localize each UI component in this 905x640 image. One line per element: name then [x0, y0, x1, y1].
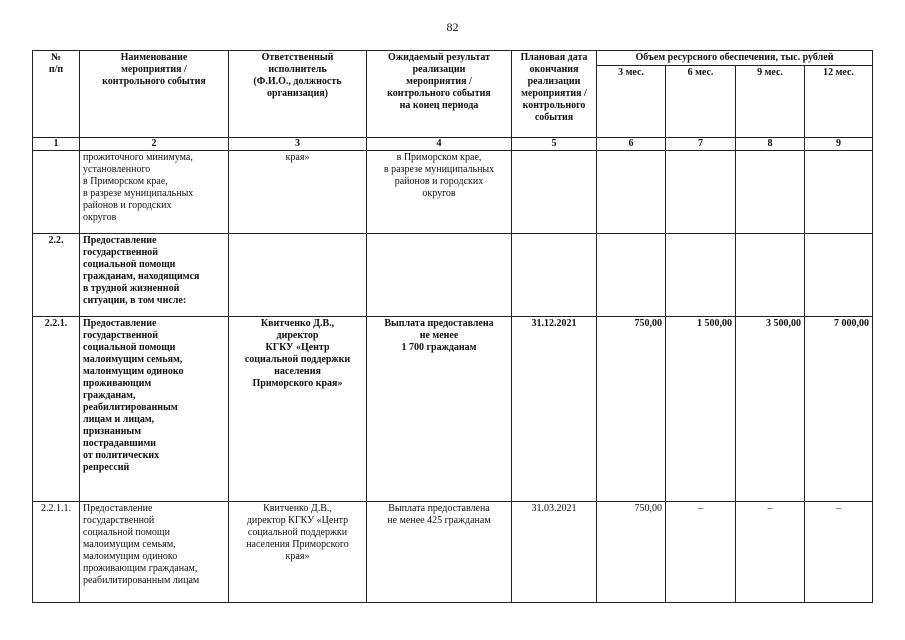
- col-index-cell: 4: [367, 138, 512, 151]
- table-row: [33, 151, 873, 234]
- row-name: Предоставление государственной социальной помощи малоимущим семьям, малоимущим одиноко проживающим гражданам, реабилитированным лицам и лицам, признанным пострадавшими от политических репрессий: [80, 317, 229, 502]
- table-row: [33, 234, 873, 317]
- row-m3: 750,00: [597, 317, 666, 502]
- row-responsible: Квитченко Д.В., директор КГКУ «Центр социальной поддержки населения Приморского края»: [229, 317, 367, 502]
- header-result: Ожидаемый результат реализации мероприятия / контрольного события на конец периода: [367, 51, 512, 138]
- row-result: [367, 234, 512, 317]
- row-name: Предоставление государственной социальной помощи малоимущим семьям, малоимущим одиноко проживающим гражданам, реабилитированным лицам: [80, 502, 229, 603]
- row-num: 2.2.1.1.: [33, 502, 80, 603]
- row-name: прожиточного минимума, установленного в Приморском крае, в разрезе муниципальных районов и городских округов: [80, 151, 229, 234]
- header-name: Наименование мероприятия / контрольного события: [80, 51, 229, 138]
- row-date: 31.12.2021: [512, 317, 597, 502]
- row-num: 2.2.: [33, 234, 80, 317]
- col-index-cell: 1: [33, 138, 80, 151]
- col-index-cell: 5: [512, 138, 597, 151]
- row-m6: [666, 234, 736, 317]
- row-result: Выплата предоставлена не менее 1 700 гражданам: [367, 317, 512, 502]
- row-m6: –: [666, 502, 736, 603]
- row-responsible: Квитченко Д.В., директор КГКУ «Центр социальной поддержки населения Приморского края»: [229, 502, 367, 603]
- row-m3: [597, 151, 666, 234]
- row-m9: 3 500,00: [736, 317, 805, 502]
- col-index-cell: 2: [80, 138, 229, 151]
- col-index-cell: 6: [597, 138, 666, 151]
- header-m9: 9 мес.: [736, 66, 805, 138]
- header-m12: 12 мес.: [805, 66, 873, 138]
- row-result: в Приморском крае, в разрезе муниципальных районов и городских округов: [367, 151, 512, 234]
- activity-plan-table: [32, 50, 873, 603]
- row-result: Выплата предоставлена не менее 425 гражданам: [367, 502, 512, 603]
- row-m12: [805, 234, 873, 317]
- row-m9: –: [736, 502, 805, 603]
- row-m12: [805, 151, 873, 234]
- col-index-cell: 8: [736, 138, 805, 151]
- table-row: [33, 502, 873, 603]
- row-m3: [597, 234, 666, 317]
- row-name: Предоставление государственной социальной помощи гражданам, находящимся в трудной жизненной ситуации, в том числе:: [80, 234, 229, 317]
- row-date: 31.03.2021: [512, 502, 597, 603]
- row-m3: 750,00: [597, 502, 666, 603]
- row-m9: [736, 151, 805, 234]
- row-m12: 7 000,00: [805, 317, 873, 502]
- row-m12: –: [805, 502, 873, 603]
- row-num: [33, 151, 80, 234]
- header-m6: 6 мес.: [666, 66, 736, 138]
- table-row: [33, 317, 873, 502]
- col-index-cell: 7: [666, 138, 736, 151]
- page-number: 82: [446, 20, 459, 34]
- header-row-1: [33, 51, 873, 66]
- row-m9: [736, 234, 805, 317]
- header-responsible: Ответственный исполнитель (Ф.И.О., должность организация): [229, 51, 367, 138]
- col-index-cell: 9: [805, 138, 873, 151]
- header-funding: Объем ресурсного обеспечения, тыс. рублей: [597, 51, 873, 66]
- row-m6: 1 500,00: [666, 317, 736, 502]
- row-responsible: [229, 234, 367, 317]
- header-num: № п/п: [33, 51, 80, 138]
- col-index-cell: 3: [229, 138, 367, 151]
- row-num: 2.2.1.: [33, 317, 80, 502]
- header-m3: 3 мес.: [597, 66, 666, 138]
- row-m6: [666, 151, 736, 234]
- header-date: Плановая дата окончания реализации мероприятия / контрольного события: [512, 51, 597, 138]
- row-date: [512, 151, 597, 234]
- row-responsible: края»: [229, 151, 367, 234]
- column-index-row: [33, 138, 873, 151]
- row-date: [512, 234, 597, 317]
